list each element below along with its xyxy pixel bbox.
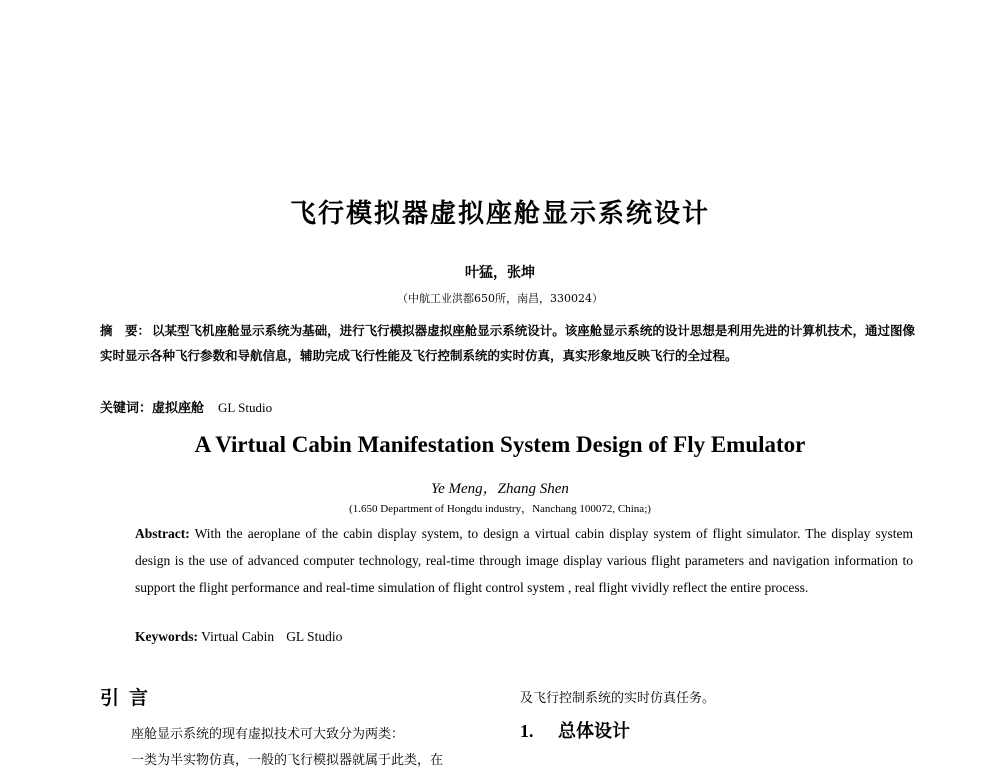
chinese-keywords-label: 关键词：: [100, 401, 153, 416]
chinese-keyword-1: 虚拟座舱: [152, 401, 205, 416]
english-keyword-2: GL Studio: [286, 629, 343, 644]
chinese-abstract: [100, 318, 915, 368]
english-keywords-label: Keywords:: [135, 629, 198, 644]
english-abstract-text: With the aeroplane of the cabin display system, to design a virtual cabin display system of flight simulator. The display system design is the use of advanced computer technology, real-time through image display various flight parameters and navigation information to support the flight performance and real-time simulation of flight control system , real flight vividly reflect the entire process.: [135, 526, 913, 595]
chinese-keyword-2: GL Studio: [218, 400, 273, 415]
section-1-number: 1.: [520, 721, 534, 741]
english-affiliation: (1.650 Department of Hongdu industry，Nanchang 100072, China;): [349, 503, 651, 515]
english-keyword-1: Virtual Cabin: [198, 629, 275, 644]
intro-paragraph-line-1: 座舱显示系统的现有虚拟技术可大致分为两类：: [131, 727, 405, 742]
english-authors: Ye Meng，Zhang Shen: [431, 481, 569, 497]
section-1-title: 总体设计: [558, 721, 630, 742]
english-abstract: [135, 520, 913, 601]
chinese-authors: 叶猛，张坤: [465, 265, 535, 281]
chinese-title: 飞行模拟器虚拟座舱显示系统设计: [289, 199, 710, 229]
intro-paragraph-line-2: 一类为半实物仿真，一般的飞行模拟器就属于此类，在: [131, 753, 444, 768]
english-title: A Virtual Cabin Manifestation System Design of Fly Emulator: [194, 432, 806, 457]
chinese-abstract-label: 摘 要：: [100, 323, 151, 338]
section-1-heading: [520, 717, 630, 743]
english-keywords: [135, 623, 913, 650]
chinese-keywords: [100, 395, 915, 421]
chinese-abstract-text: 以某型飞机座舱显示系统为基础，进行飞行模拟器虚拟座舱显示系统设计。该座舱显示系统的设计思想是利用先进的计算机技术，通过图像实时显示各种飞行参数和导航信息，辅助完成飞行性能及飞行控制系统的实时仿真，真实形象地反映飞行的全过程。: [100, 323, 915, 363]
chinese-affiliation: （中航工业洪都650所，南昌，330024）: [397, 292, 603, 305]
english-abstract-label: Abstract:: [135, 526, 190, 541]
intro-heading: 引言: [100, 687, 159, 709]
right-column-paragraph: 及飞行控制系统的实时仿真任务。: [520, 691, 716, 706]
